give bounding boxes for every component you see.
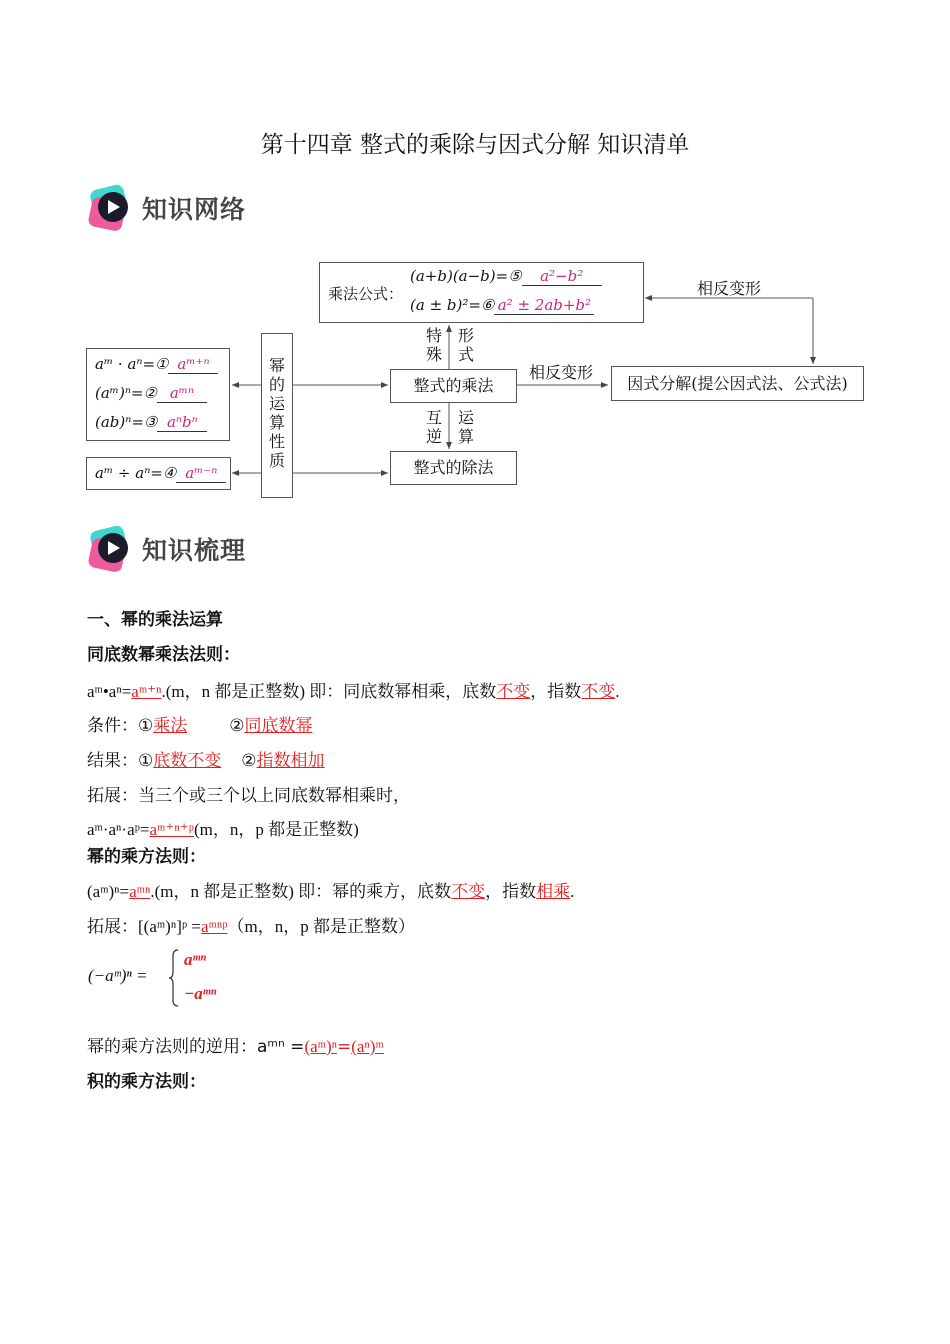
- negative-power-cases: [88, 948, 308, 1010]
- answer: 同底数幂: [244, 716, 313, 736]
- power-properties-box: [261, 333, 293, 498]
- formula-3-left: (ab)ⁿ=③: [95, 413, 158, 431]
- formula-1-answer: aᵐ⁺ⁿ: [168, 355, 218, 374]
- extension-text: 拓展：当三个或三个以上同底数幂相乘时，: [87, 786, 410, 806]
- extension-formula: [87, 815, 359, 840]
- formula-5-left: (a+b)(a−b)=⑤: [410, 267, 522, 285]
- factorization-box: 因式分解(提公因式法、公式法): [611, 366, 864, 401]
- answer: (aⁿ)ᵐ: [351, 1037, 384, 1056]
- answer: 不变: [581, 682, 616, 701]
- form-label: 形式: [457, 326, 474, 364]
- operation-label: 运算: [457, 408, 474, 446]
- formula-2: [95, 384, 207, 403]
- answer: 指数相加: [256, 751, 325, 771]
- text: 条件：①: [87, 716, 154, 736]
- answer: aᵐⁿᵖ: [200, 917, 228, 936]
- answer: 乘法: [153, 716, 188, 736]
- answer: (aᵐ)ⁿ: [304, 1037, 337, 1056]
- results: [87, 746, 325, 771]
- text: (−aᵐ)ⁿ =: [88, 966, 148, 985]
- section-title: 知识梳理: [142, 536, 247, 565]
- formula-4-answer: aᵐ⁻ⁿ: [176, 464, 226, 483]
- text: aᵐ·aⁿ·aᵖ=: [87, 820, 150, 839]
- play-logo-icon: [88, 526, 134, 572]
- text: (m，n，p 都是正整数): [193, 820, 359, 839]
- heading-power-mult: 一、幂的乘法运算: [87, 610, 223, 630]
- heading-same-base: 同底数幂乘法法则：: [87, 645, 240, 665]
- answer: aᵐ⁺ⁿ: [131, 682, 162, 701]
- text: aᵐ•aⁿ=: [87, 682, 132, 701]
- reverse-transform-label: 相反变形: [529, 363, 594, 382]
- diagram-arrows: [0, 0, 950, 520]
- poly-div-box: 整式的除法: [390, 451, 517, 485]
- text: （m，n，p 都是正整数）: [227, 917, 415, 936]
- special-label: 特殊: [425, 326, 442, 364]
- answer: 相乘: [536, 882, 571, 901]
- formula-1-left: aᵐ · aⁿ=①: [95, 355, 169, 373]
- formula-6: [410, 296, 594, 315]
- power-rules-box: [86, 348, 230, 441]
- formula-3-answer: aⁿbⁿ: [157, 413, 207, 432]
- formula-4-left: aᵐ ÷ aⁿ=④: [95, 464, 177, 482]
- answer: aᵐⁿ: [129, 882, 151, 901]
- answer: −aᵐⁿ: [184, 984, 217, 1003]
- text: 结果：①: [87, 751, 154, 771]
- poly-mult-box: 整式的乘法: [390, 369, 517, 403]
- formula-6-answer: a² ± 2ab+b²: [494, 296, 594, 315]
- text: ，指数: [485, 882, 537, 901]
- power-properties-label: 幂的运算性质: [268, 356, 285, 470]
- section-knowledge-review: [88, 526, 246, 572]
- formula-5: [410, 267, 602, 286]
- brace-icon: [168, 948, 180, 1008]
- rule-same-base: [87, 677, 620, 702]
- text: 拓展：[(aᵐ)ⁿ]ᵖ =: [87, 917, 201, 936]
- text: .(m，n 都是正整数) 即：幂的乘方，底数: [150, 882, 452, 901]
- formula-3: [95, 413, 207, 432]
- conditions: [87, 711, 313, 736]
- text: ，指数: [530, 682, 582, 701]
- formula-1: [95, 355, 218, 374]
- text: ②: [241, 751, 257, 771]
- answer: 不变: [451, 882, 486, 901]
- answer: aᵐⁿ: [184, 950, 207, 969]
- text: =: [336, 1037, 352, 1057]
- answer: 底数不变: [153, 751, 222, 771]
- formula-5-answer: a²−b²: [522, 267, 602, 286]
- inverse-label: 互逆: [425, 408, 442, 446]
- text: .(m，n 都是正整数) 即：同底数幂相乘，底数: [161, 682, 497, 701]
- reverse-transform-label: 相反变形: [697, 279, 762, 298]
- formula-label: 乘法公式：: [328, 285, 404, 303]
- text: .: [570, 882, 575, 901]
- page-title: 第十四章 整式的乘除与因式分解 知识清单: [260, 132, 690, 158]
- text: .: [615, 682, 620, 701]
- multiplication-formula-box: [319, 262, 644, 323]
- text: ②: [229, 716, 245, 736]
- formula-6-left: (a ± b)²=⑥: [410, 296, 495, 314]
- extension-power: [87, 912, 415, 937]
- heading-product-power: 积的乘方法则：: [87, 1072, 206, 1092]
- text: (aᵐ)ⁿ=: [87, 882, 130, 901]
- formula-4: [95, 464, 226, 483]
- text: 幂的乘方法则的逆用：aᵐⁿ =: [87, 1037, 305, 1057]
- formula-2-answer: aᵐⁿ: [157, 384, 207, 403]
- answer: aᵐ⁺ⁿ⁺ᵖ: [149, 820, 194, 839]
- section-title: 知识网络: [142, 195, 247, 224]
- rule-power-of-power: [87, 877, 574, 902]
- division-rule-box: [86, 457, 231, 490]
- formula-2-left: (aᵐ)ⁿ=②: [95, 384, 157, 402]
- answer: 不变: [496, 682, 531, 701]
- inverse-use: [87, 1032, 384, 1057]
- heading-power-of-power: 幂的乘方法则：: [87, 847, 206, 867]
